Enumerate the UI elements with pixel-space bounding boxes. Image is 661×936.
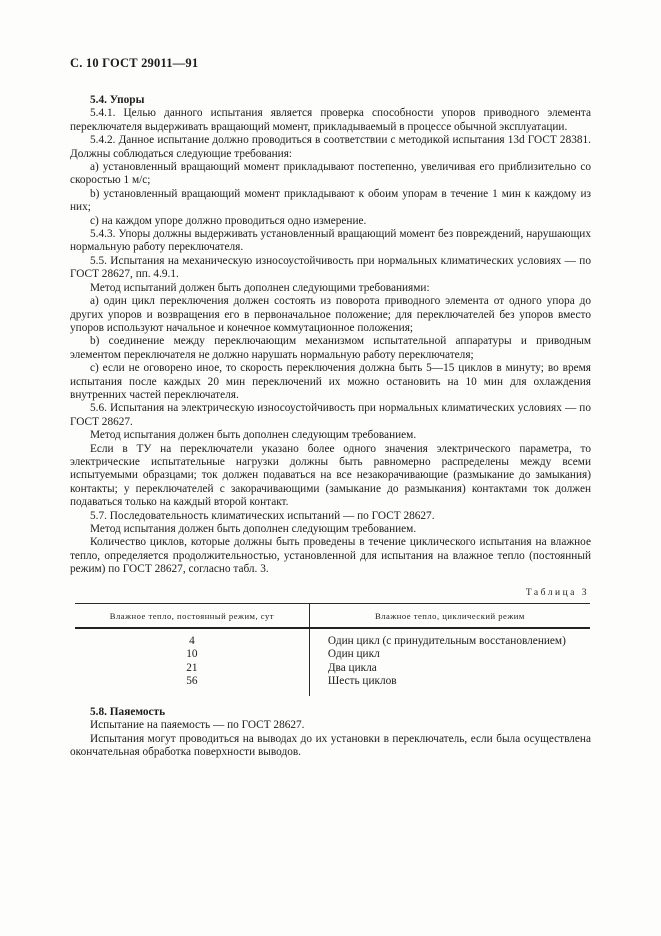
paragraph-5-4-1: 5.4.1. Целью данного испытания является проверка способности упоров приводного элемента переключателя выдерживать вращающий момент, прикладываемый в процессе обычной эксплуатации. bbox=[70, 107, 591, 133]
column-header-cyclic-mode: Влажное тепло, циклический режим bbox=[309, 603, 590, 628]
table-row bbox=[75, 662, 590, 676]
paragraph-5-4-2: 5.4.2. Данное испытание должно проводиться в соответствии с методикой испытания 13d ГОСТ 28381. Должны соблюдаться следующие требования: bbox=[70, 134, 591, 160]
cell-cycles: Два цикла bbox=[327, 661, 377, 674]
list-item-5-4-2-a: a) установленный вращающий момент прикладывают постепенно, увеличивая его приблизительно со скоростью 1 м/с; bbox=[70, 161, 591, 187]
list-item-5-4-2-b: b) установленный вращающий момент прикладывают к обоим упорам в течение 1 мин к каждому из них; bbox=[70, 187, 591, 214]
paragraph-5-4-3: 5.4.3. Упоры должны выдерживать установленный вращающий момент без повреждений, нарушающих нормальную работу переключателя. bbox=[70, 228, 591, 254]
cell-days: 10 bbox=[75, 648, 309, 662]
paragraph-5-7: 5.7. Последовательность климатических испытаний — по ГОСТ 28627. bbox=[90, 509, 435, 522]
page-header: С. 10 ГОСТ 29011—91 bbox=[70, 56, 199, 70]
paragraph-5-6-method: Метод испытания должен быть дополнен следующим требованием. bbox=[90, 429, 417, 442]
cell-days: 4 bbox=[75, 628, 309, 649]
cell-cycles: Один цикл bbox=[327, 648, 380, 661]
table-row bbox=[75, 628, 590, 649]
table-caption: Таблица 3 bbox=[525, 587, 589, 598]
paragraph-5-7-cycles: Количество циклов, которые должны быть проведены в течение циклического испытания на влажное тепло, определяется продолжительностью, установленной для испытания на влажное тепло (постоянный режим) по ГОСТ 28627, согласно табл. 3. bbox=[70, 536, 591, 576]
list-item-5-5-c: c) если не оговорено иное, то скорость переключения должна быть 5—15 циклов в минуту; во время испытания после каждых 20 мин переключений их можно остановить на 10 мин для охлаждения внутренних частей переключателя. bbox=[70, 362, 591, 401]
table-header-row bbox=[75, 603, 590, 628]
table-row bbox=[75, 675, 590, 696]
cell-cycles: Шесть циклов bbox=[327, 675, 397, 688]
paragraph-5-5: 5.5. Испытания на механическую износоустойчивость при нормальных климатических условиях — по ГОСТ 28627, пп. 4.9.1. bbox=[70, 254, 591, 281]
list-item-5-5-a: a) один цикл переключения должен состоять из поворота приводного элемента от одного упора до других упоров и возвращения его в первоначальное положение; для переключателей без упоров вместо упоров используют начальное и конечное коммутационное положения; bbox=[70, 295, 591, 334]
section-heading-5-4: 5.4. Упоры bbox=[90, 94, 145, 106]
paragraph-5-7-method: Метод испытания должен быть дополнен следующим требованием. bbox=[90, 523, 417, 535]
paragraph-5-8-ref: Испытание на паяемость — по ГОСТ 28627. bbox=[90, 719, 305, 732]
list-item-5-4-2-c: c) на каждом упоре должно проводиться одно измерение. bbox=[90, 214, 367, 227]
column-header-constant-mode: Влажное тепло, постоянный режим, сут bbox=[75, 603, 309, 628]
paragraph-5-5-method: Метод испытаний должен быть дополнен следующими требованиями: bbox=[90, 281, 430, 294]
section-heading-5-8: 5.8. Паяемость bbox=[90, 706, 166, 718]
cell-days: 21 bbox=[75, 662, 309, 676]
paragraph-5-6: 5.6. Испытания на электрическую износоустойчивость при нормальных климатических условиях — по ГОСТ 28627. bbox=[70, 402, 591, 428]
cell-days: 56 bbox=[75, 675, 309, 696]
list-item-5-5-b: b) соединение между переключающим механизмом испытательной аппаратуры и приводным элементом переключателя не должно нарушать нормальную работу переключателя; bbox=[70, 335, 591, 361]
paragraph-5-8-leads: Испытания могут проводиться на выводах до их установки в переключатель, если была осуществлена окончательная обработка поверхности выводов. bbox=[70, 732, 591, 759]
paragraph-5-6-loads: Если в ТУ на переключатели указано более одного значения электрического параметра, то электрические испытательные нагрузки должны быть равномерно распределены между всеми испытуемыми образцами; ток должен подаваться на все незакорачивающие (размыкание до замыкания) контакты; у переключателей с закорачивающими (замыкание до размыкания) контактами ток должен подаваться только на каждый второй контакт. bbox=[70, 442, 591, 509]
humid-heat-cycles-table bbox=[75, 603, 590, 696]
cell-cycles: Один цикл (с принудительным восстановлением) bbox=[327, 634, 566, 647]
table-row bbox=[75, 648, 590, 662]
